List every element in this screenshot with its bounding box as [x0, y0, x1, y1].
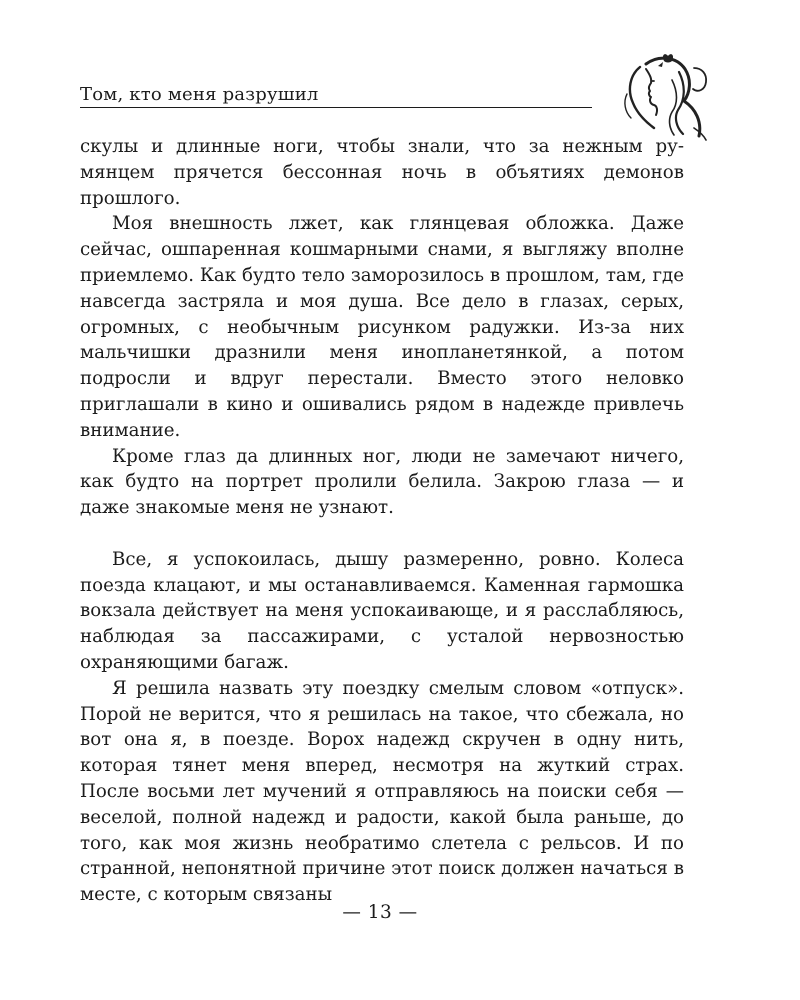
page-number: — 13 —	[342, 902, 418, 923]
running-header-title: Том, кто меня разрушил	[80, 84, 319, 105]
woman-profile-icon	[606, 52, 710, 142]
paragraph: Все, я успокоилась, дышу размеренно, ровно. Колеса поезда клацают, и мы останавливаемся. Каменная гармошка вокзала действует на меня успокаивающе, и я расслабляюсь, наблюдая за пассажирами, с усталой нервозностью охраняющими багаж.	[80, 548, 684, 673]
paragraph: Моя внешность лжет, как глянцевая обложка. Даже сейчас, ошпаренная кошмарными снами, я выгляжу вполне приемлемо. Как будто тело заморозилось в прошлом, там, где навсегда застряла и моя душа. Все дело в глазах, серых, огромных, с необычным рисунком радужки. Из-за них мальчишки дразнили меня инопланетянкой, а потом подросли и вдруг перестали. Вместо этого неловко приглашали в кино и ошивались рядом в надежде привлечь внимание.	[80, 213, 684, 441]
paragraph: Кроме глаз да длинных ног, люди не замечают ничего, как будто на портрет пролили белила. Закрою глаза — и даже знакомые меня не узнают.	[80, 445, 684, 519]
paragraph: Я решила назвать эту поездку смелым словом «отпуск». Порой не верится, что я решилась на такое, что сбежала, но вот она я, в поезде. Ворох надежд скручен в одну нить, которая тянет меня вперед, несмотря на жуткий страх. После восьми лет мучений я отправляюсь на поиски себя — веселой, полной надежд и радости, какой была раньше, до того, как моя жизнь необратимо слетела с рельсов. И по странной, непонятной причине этот поиск должен начаться в месте, с которым связаны	[80, 677, 684, 906]
paragraph: скулы и длинные ноги, чтобы знали, что за нежным румянцем прячется бессонная ночь в объятиях демонов прошлого.	[80, 136, 684, 209]
header-rule	[80, 107, 592, 108]
body-text	[80, 134, 684, 908]
